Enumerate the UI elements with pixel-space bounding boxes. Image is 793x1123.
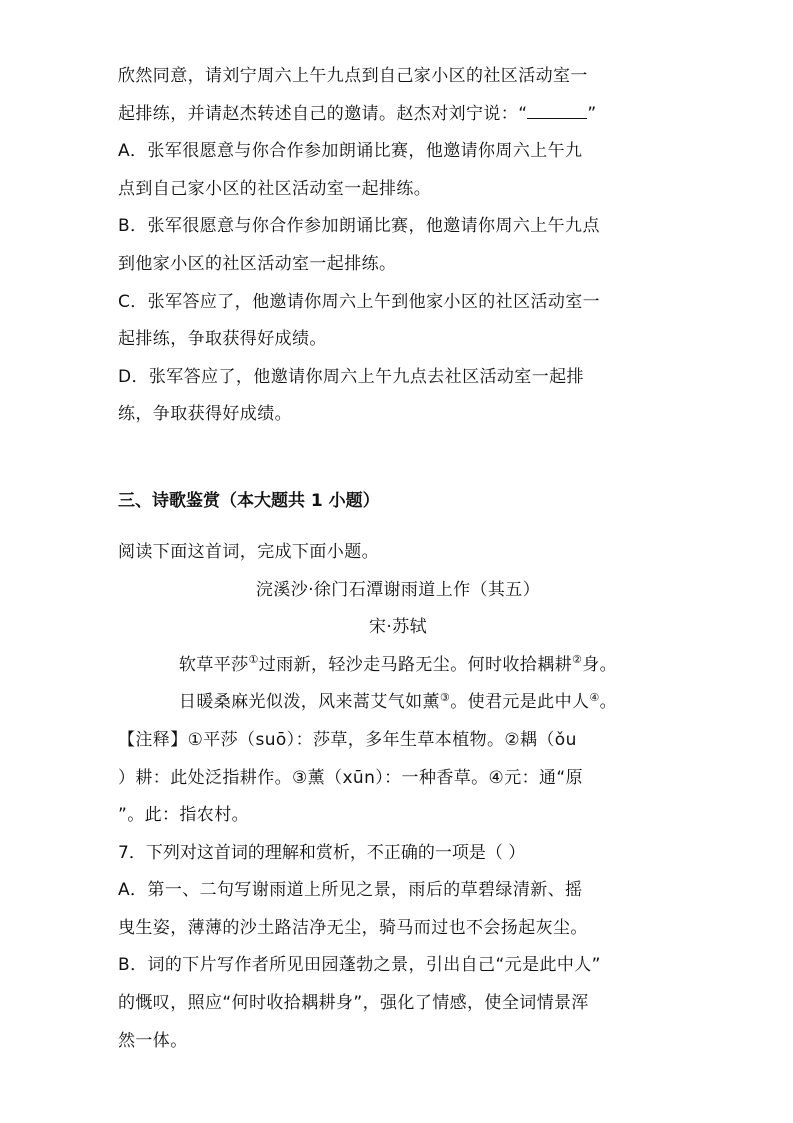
section-heading: 三、诗歌鉴赏（本大题共 1 小题） xyxy=(118,490,380,511)
q6-option-a-line-2: 点到自己家小区的社区活动室一起排练。 xyxy=(118,178,432,199)
notes-line-3: ”。此：指农村。 xyxy=(118,805,250,826)
poem-line-2-part-3: 。 xyxy=(599,692,618,713)
poem-author: 宋·苏轼 xyxy=(368,617,427,638)
footnote-mark-1: ① xyxy=(248,653,259,667)
poem-line-2-part-1: 日暖桑麻光似泼，风来蒿艾气如薰 xyxy=(178,692,440,713)
q6-text-line-2-post: ” xyxy=(587,103,597,124)
poem-line-1-part-2: 过雨新，轻沙走马路无尘。何时收拾耦耕 xyxy=(258,654,572,675)
q6-text-line-2-pre: 起排练，并请赵杰转述自己的邀请。赵杰对刘宁说：“ xyxy=(118,103,528,124)
q7-option-a-line-1: A．第一、二句写谢雨道上所见之景，雨后的草碧绿清新、摇 xyxy=(118,880,583,901)
section-intro: 阅读下面这首词，完成下面小题。 xyxy=(118,541,379,562)
q6-option-d-line-2: 练，争取获得好成绩。 xyxy=(118,404,292,425)
q6-option-c-line-2: 起排练，争取获得好成绩。 xyxy=(118,329,327,350)
poem-title: 浣溪沙·徐门石潭谢雨道上作（其五） xyxy=(255,579,541,600)
q6-text-line-2 xyxy=(118,96,678,134)
q7-option-b-line-3: 然一体。 xyxy=(118,1030,188,1051)
section-gap xyxy=(118,434,678,474)
poem-line-1-part-1: 软草平莎 xyxy=(178,654,249,675)
q6-option-b-line-2: 到他家小区的社区活动室一起排练。 xyxy=(118,253,397,274)
answer-blank xyxy=(527,104,587,119)
q6-option-b-line-1: B．张军很愿意与你合作参加朗诵比赛，他邀请你周六上午九点 xyxy=(118,216,600,237)
poem-line-1-part-3: 身。 xyxy=(582,654,618,675)
notes-line-1: 【注释】①平莎（suō）：莎草，多年生草本植物。②耦（ǒu xyxy=(118,729,577,750)
q7-option-b-line-2: 的慨叹，照应“何时收拾耦耕身”，强化了情感，使全词情景浑 xyxy=(118,993,589,1014)
q6-option-d-line-1: D．张军答应了，他邀请你周六上午九点去社区活动室一起排 xyxy=(118,366,584,387)
q6-text-line-1: 欣然同意，请刘宁周六上午九点到自己家小区的社区活动室一 xyxy=(118,66,588,86)
footnote-mark-2: ② xyxy=(572,653,583,667)
q7-stem: 7．下列对这首词的理解和赏析，不正确的一项是（ ） xyxy=(118,842,526,863)
q6-option-c-line-1: C．张军答应了，他邀请你周六上午到他家小区的社区活动室一 xyxy=(118,291,601,312)
q6-option-a-line-1: A．张军很愿意与你合作参加朗诵比赛，他邀请你周六上午九 xyxy=(118,141,583,162)
notes-line-2: ）耕：此处泛指耕作。③薰（xūn）：一种香草。④元：通“原 xyxy=(118,767,583,788)
footnote-mark-4: ④ xyxy=(589,690,600,704)
footnote-mark-3: ③ xyxy=(439,690,451,704)
poem-line-2-part-2: 。使君元是此中人 xyxy=(450,692,590,713)
poem-line-2 xyxy=(118,684,678,722)
document-page xyxy=(118,58,678,1060)
poem-line-1 xyxy=(118,647,678,685)
q7-option-a-line-2: 曳生姿，薄薄的沙土路洁净无尘，骑马而过也不会扬起灰尘。 xyxy=(118,917,588,938)
q7-option-b-line-1: B．词的下片写作者所见田园蓬勃之景，引出自己“元是此中人” xyxy=(118,955,601,976)
